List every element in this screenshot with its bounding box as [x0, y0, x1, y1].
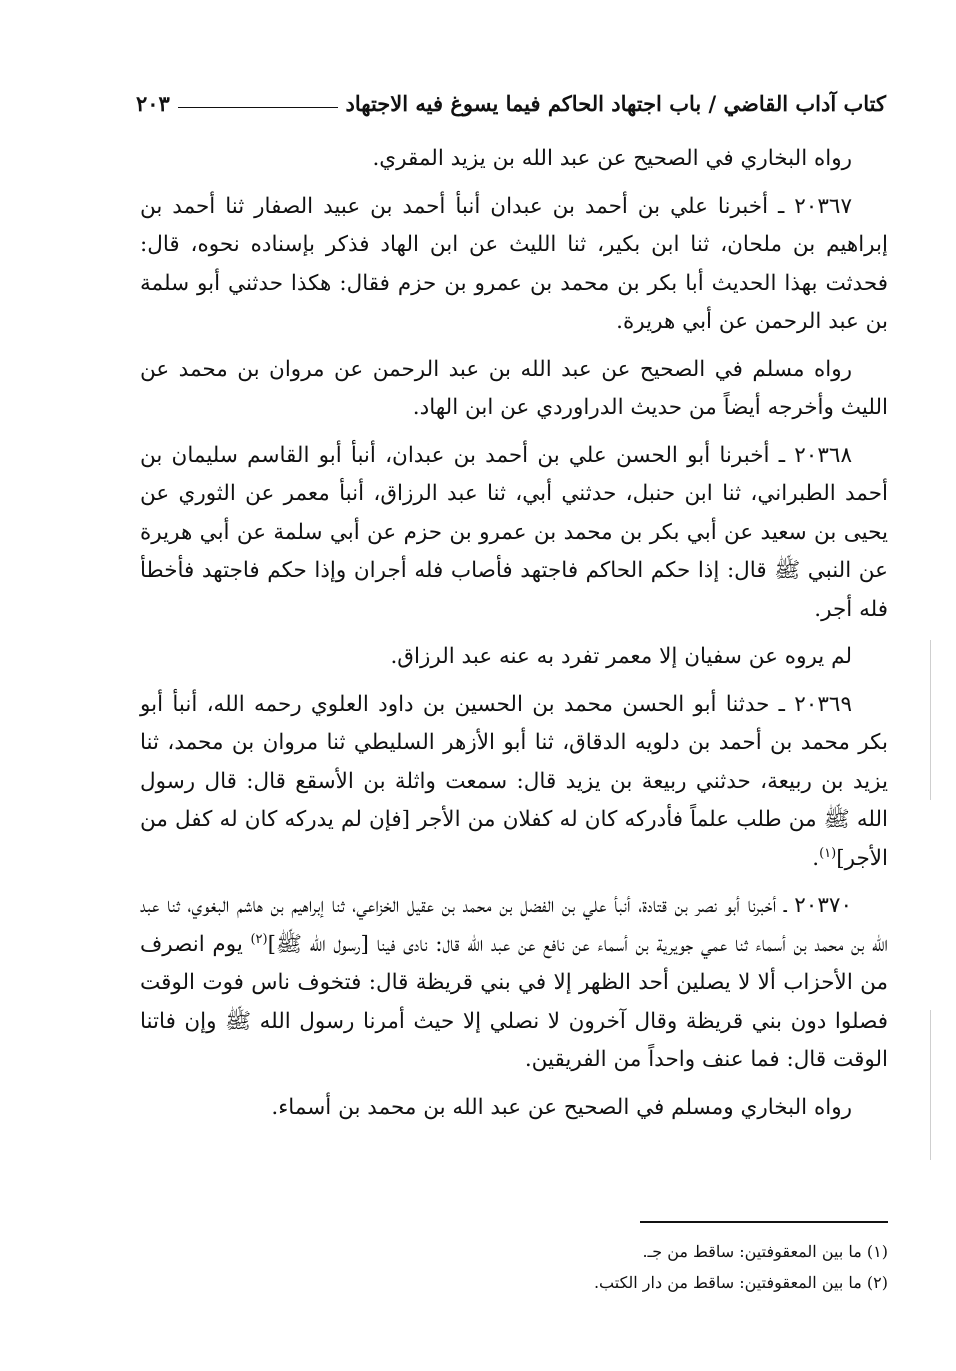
footnote: (٢) ما بين المعقوفتين: ساقط من دار الكتب.: [593, 1273, 888, 1292]
paragraph: ٢٠٣٦٧ ـ أخبرنا علي بن أحمد بن عبدان أنبأ أحمد بن عبيد الصفار ثنا أحمد بن إبراهيم بن ملحان، ثنا ابن بكير، ثنا الليث عن ابن الهاد فذكر بإسناده نحوه، قال: فحدثت بهذا الحديث أبا بكر بن محمد بن عمرو بن حزم فقال: هكذا حدثني أبو سلمة بن عبد الرحمن عن أبي هريرة.: [140, 193, 888, 334]
page-number: ٢٠٣: [136, 90, 170, 116]
footnote-divider: [640, 1221, 888, 1223]
footnotes: [140, 1236, 888, 1298]
paragraph: لم يروه عن سفيان إلا معمر تفرد به عنه عبد الرزاق.: [390, 644, 852, 669]
paragraph-text: يوم انصرف من الأحزاب ألا لا يصلين أحد الظهر إلا في بني قريظة قال: فتخوف ناس فوت الوقت فصلوا دون بني قريظة وقال آخرون لا نصلي إلا حيث أمرنا رسول الله ﷺ وإن فاتنا الوقت قال: فما عنف واحداً من الفريقين.: [140, 931, 888, 1072]
main-text: [140, 140, 888, 1136]
paragraph: رواه البخاري في الصحيح عن عبد الله بن يزيد المقري.: [372, 146, 852, 171]
footnote-ref: (١): [819, 845, 837, 861]
paragraph: رواه البخاري ومسلم في الصحيح عن عبد الله بن محمد بن أسماء.: [271, 1094, 852, 1120]
header-title: كتاب آداب القاضي / باب اجتهاد الحاكم فيما يسوغ فيه الاجتهاد: [345, 90, 886, 116]
scan-margin-line: [930, 640, 931, 800]
paragraph: ٢٠٣٦٨ ـ أخبرنا أبو الحسن علي بن أحمد بن عبدان، أنبأ أبو القاسم سليمان بن أحمد الطبراني، ثنا ابن حنبل، حدثني أبي، ثنا عبد الرزاق، أنبأ معمر عن الثوري عن يحيى بن سعيد عن أبي بكر بن محمد بن عمرو بن حزم عن أبي سلمة عن أبي هريرة عن النبي ﷺ قال: إذا حكم الحاكم فاجتهد فأصاب فله أجران وإذا حكم فاجتهد فأخطأ فله أجر.: [140, 442, 888, 622]
scan-margin-line: [930, 1010, 931, 1160]
paragraph: [140, 887, 888, 1080]
paragraph-text: ٢٠٣٦٩ ـ حدثنا أبو الحسن محمد بن الحسين بن داود العلوي رحمه الله، أنبأ أبو بكر محمد بن أحمد بن دلويه الدقاق، ثنا أبو الأزهر السليطي ثنا مروان بن محمد، ثنا يزيد بن ربيعة، حدثني ربيعة بن يزيد قال: سمعت واثلة بن الأسقع قال: قال رسول الله ﷺ من طلب علماً فأدركه كان له كفلان من الأجر [فإن لم يدركه كان له كفل من الأجر]: [140, 691, 888, 871]
header-rule: [178, 107, 338, 108]
paragraph-text: ٢٠٣٧٠ ـ أخبرنا أبو نصر بن قتادة، أنبأ علي بن الفضل بن محمد بن عقيل الخزاعي، ثنا إبراهيم بن هاشم البغوي، ثنا عبد الله بن محمد بن أسماء ثنا عمي جويرية بن أسماء عن نافع عن عبد الله قال: نادى فينا [رسول الله ﷺ]: [140, 893, 888, 957]
paragraph: رواه مسلم في الصحيح عن عبد الله بن عبد الرحمن عن مروان بن محمد عن الليث وأخرجه أيضاً من حديث الدراوردي عن ابن الهاد.: [140, 356, 888, 420]
paragraph: ٢٠٣٦٩ ـ حدثنا أبو الحسن محمد بن الحسين بن داود العلوي رحمه الله، أنبأ أبو بكر محمد بن أحمد بن دلويه الدقاق، ثنا أبو الأزهر السليطي ثنا مروان بن محمد، ثنا يزيد بن ربيعة، حدثني ربيعة بن يزيد قال: سمعت واثلة بن الأسقع قال: قال رسول الله ﷺ من طلب علماً فأدركه كان له كفلان من الأجر [فإن لم يدركه كان له كفل من الأجر]$^{(١)}$.: [140, 691, 888, 871]
running-header: [136, 86, 886, 120]
footnote-ref: (٢): [250, 931, 268, 947]
footnote: (١) ما بين المعقوفتين: ساقط من جـ.: [642, 1242, 888, 1261]
